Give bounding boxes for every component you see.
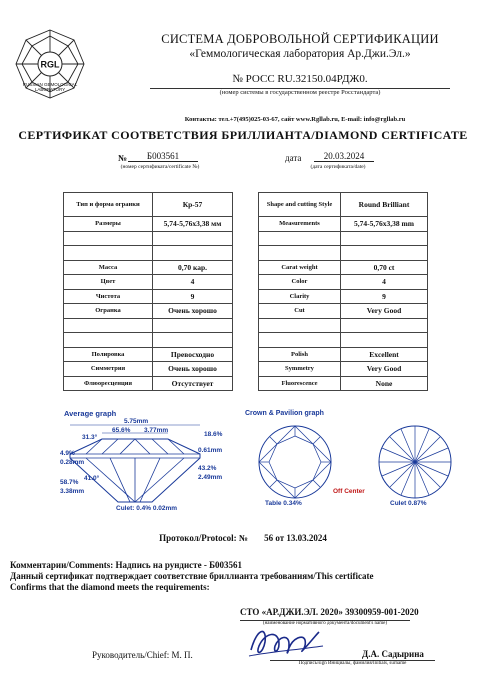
table-cell-value [341,333,428,348]
girdle-mm-label: 0.61mm [198,447,223,454]
table-row [64,376,233,391]
characteristics-table-ru [63,192,233,391]
table-cell-label: Масса [64,260,153,275]
table-cell-label [64,246,153,261]
table-row [64,246,233,261]
standard-note: (наименование нормативного документа/document's name) [240,620,410,626]
table-row [259,193,428,217]
table-cell-label: Fluorescence [259,376,341,391]
table-cell-value: Очень хорошо [153,304,233,319]
rgl-logo [10,24,90,104]
table-cell-label: Shape and cutting Style [259,193,341,217]
table-cell-label [259,318,341,333]
protocol-line [0,533,486,543]
table-cell-label: Measurements [259,217,341,232]
confirms-line: Confirms that the diamond meets the requirements: [10,582,210,592]
table-cell-label: Чистота [64,289,153,304]
table-row [64,304,233,319]
table-cell-value: Кр-57 [153,193,233,217]
signature-note: Подпись/sign Инициалы, фамилия/Initials, surname [270,660,435,666]
table-row [259,260,428,275]
table-cell-label [64,318,153,333]
table-cell-value: Очень хорошо [153,362,233,377]
lab-name: «Геммологическая лаборатория Ар.Джи.Эл.» [189,48,411,60]
table-cell-label: Carat weight [259,260,341,275]
table-cell-value: 4 [341,275,428,290]
contacts-line: Контакты: тел.+7(495)025-03-67, сайт www.Rgllab.ru, E-mail: info@rgllab.ru [184,116,406,123]
table-cell-label: Цвет [64,275,153,290]
cert-date-note: (дата сертификата/date) [310,164,366,170]
table-cell-value: Round Brilliant [341,193,428,217]
registration-number: № РОСС RU.32150.04РДЖ0. [232,73,368,85]
table-row [64,260,233,275]
table-row [259,318,428,333]
table-cell-value: 4 [153,275,233,290]
table-row [64,347,233,362]
table-cell-label: Symmetry [259,362,341,377]
table-cell-label: Clarity [259,289,341,304]
conformity-line: Данный сертификат подтверждает соответствие бриллианта требованиям/This certificate [10,571,374,581]
pavilion-pct-label: 43.2% [198,465,217,472]
table-row [64,231,233,246]
table-cell-label [64,333,153,348]
protocol-value: 56 от 13.03.2024 [264,533,327,543]
table-cell-label: Симметрия [64,362,153,377]
logo-text: RGL [40,59,60,70]
table-cell-value [341,231,428,246]
girdle-mm2-label: 0.28mm [60,459,85,466]
table-row [259,289,428,304]
table-cell-value: 5,74-5,76x3,38 мм [153,217,233,232]
table-row [259,376,428,391]
characteristics-table-en [258,192,428,391]
average-graph [60,407,230,522]
table-cell-label: Флюоресценция [64,376,153,391]
table-row [259,217,428,232]
table-cell-label [259,231,341,246]
culet-offset-label: Culet 0.87% [390,500,427,507]
cert-date-label: дата [285,153,302,163]
table-cell-value [153,231,233,246]
table-cell-value: Very Good [341,362,428,377]
certificate-title: СЕРТИФИКАТ СООТВЕТСТВИЯ БРИЛЛИАНТА/DIAMOND CERTIFICATE [18,128,468,142]
table-pct-label: 65.6% [112,427,131,434]
table-cell-label [259,246,341,261]
table-cell-value: 0,70 ct [341,260,428,275]
table-offset-label: Table 0.34% [265,500,302,507]
table-row [259,246,428,261]
table-cell-label: Polish [259,347,341,362]
table-row [64,289,233,304]
table-cell-label [259,333,341,348]
cert-date: 20.03.2024 [314,151,374,162]
table-row [64,275,233,290]
culet-label: Culet: 0.4% 0.02mm [116,505,178,512]
table-mm-label: 3.77mm [144,427,169,434]
cert-number-label: № [118,153,128,163]
table-cell-value: 5,74-5,76x3,38 mm [341,217,428,232]
table-cell-value [341,318,428,333]
table-cell-value: Excellent [341,347,428,362]
table-cell-value: Превосходно [153,347,233,362]
average-graph-title: Average graph [64,409,117,418]
table-cell-value: 9 [341,289,428,304]
cert-number-note: (номер сертификата/certificate №) [120,164,200,170]
table-row [259,231,428,246]
table-cell-label [64,231,153,246]
table-row [64,193,233,217]
table-cell-value [341,246,428,261]
table-cell-value [153,333,233,348]
table-row [64,217,233,232]
pavilion-angle-label: 41.0° [84,475,100,482]
table-row [64,362,233,377]
chief-label: Руководитель/Chief: М. П. [92,650,193,660]
table-row [259,333,428,348]
table-row [259,304,428,319]
diameter-label: 5.75mm [124,418,149,425]
table-row [64,318,233,333]
table-row [64,333,233,348]
crown-angle-label: 31.3° [82,434,98,441]
crown-pct-label: 18.6% [204,431,223,438]
standard-document: СТО «АР.ДЖИ.ЭЛ. 2020» 39300959-001-2020 [240,607,419,617]
table-cell-label: Тип и форма огранки [64,193,153,217]
off-center-label: Off Center [333,488,365,495]
table-cell-label: Color [259,275,341,290]
comments-line: Комментарии/Comments: Надпись на рундисте - Б003561 [10,560,243,570]
crown-pavilion-title: Crown & Pavilion graph [245,410,324,417]
table-cell-value: None [341,376,428,391]
table-cell-label: Огранка [64,304,153,319]
table-cell-label: Cut [259,304,341,319]
total-depth-pct-label: 58.7% [60,479,79,486]
table-cell-value [153,246,233,261]
system-title: СИСТЕМА ДОБРОВОЛЬНОЙ СЕРТИФИКАЦИИ [161,32,439,46]
table-cell-value [153,318,233,333]
table-row [259,347,428,362]
total-depth-mm-label: 3.38mm [60,488,85,495]
table-cell-value: 9 [153,289,233,304]
cert-number: Б003561 [128,151,198,162]
protocol-label: Протокол/Protocol: № [159,533,248,543]
table-cell-value: 0,70 кар. [153,260,233,275]
logo-caption: RUSSIAN GEMOLOGICAL LABORATORY [22,82,78,92]
girdle-pct-label: 4.9% [60,450,75,457]
handwritten-signature [245,620,325,662]
crown-pavilion-graph [245,410,475,520]
pavilion-mm-label: 2.49mm [198,474,223,481]
comments-block [10,560,480,593]
table-cell-value: Very Good [341,304,428,319]
table-row [259,275,428,290]
signer-name: Д.А. Садырина [362,649,424,659]
table-cell-label: Полировка [64,347,153,362]
table-row [259,362,428,377]
registration-note: (номер системы в государственном реестре Росстандарта) [150,88,450,96]
table-cell-value: Отсутствует [153,376,233,391]
table-cell-label: Размеры [64,217,153,232]
